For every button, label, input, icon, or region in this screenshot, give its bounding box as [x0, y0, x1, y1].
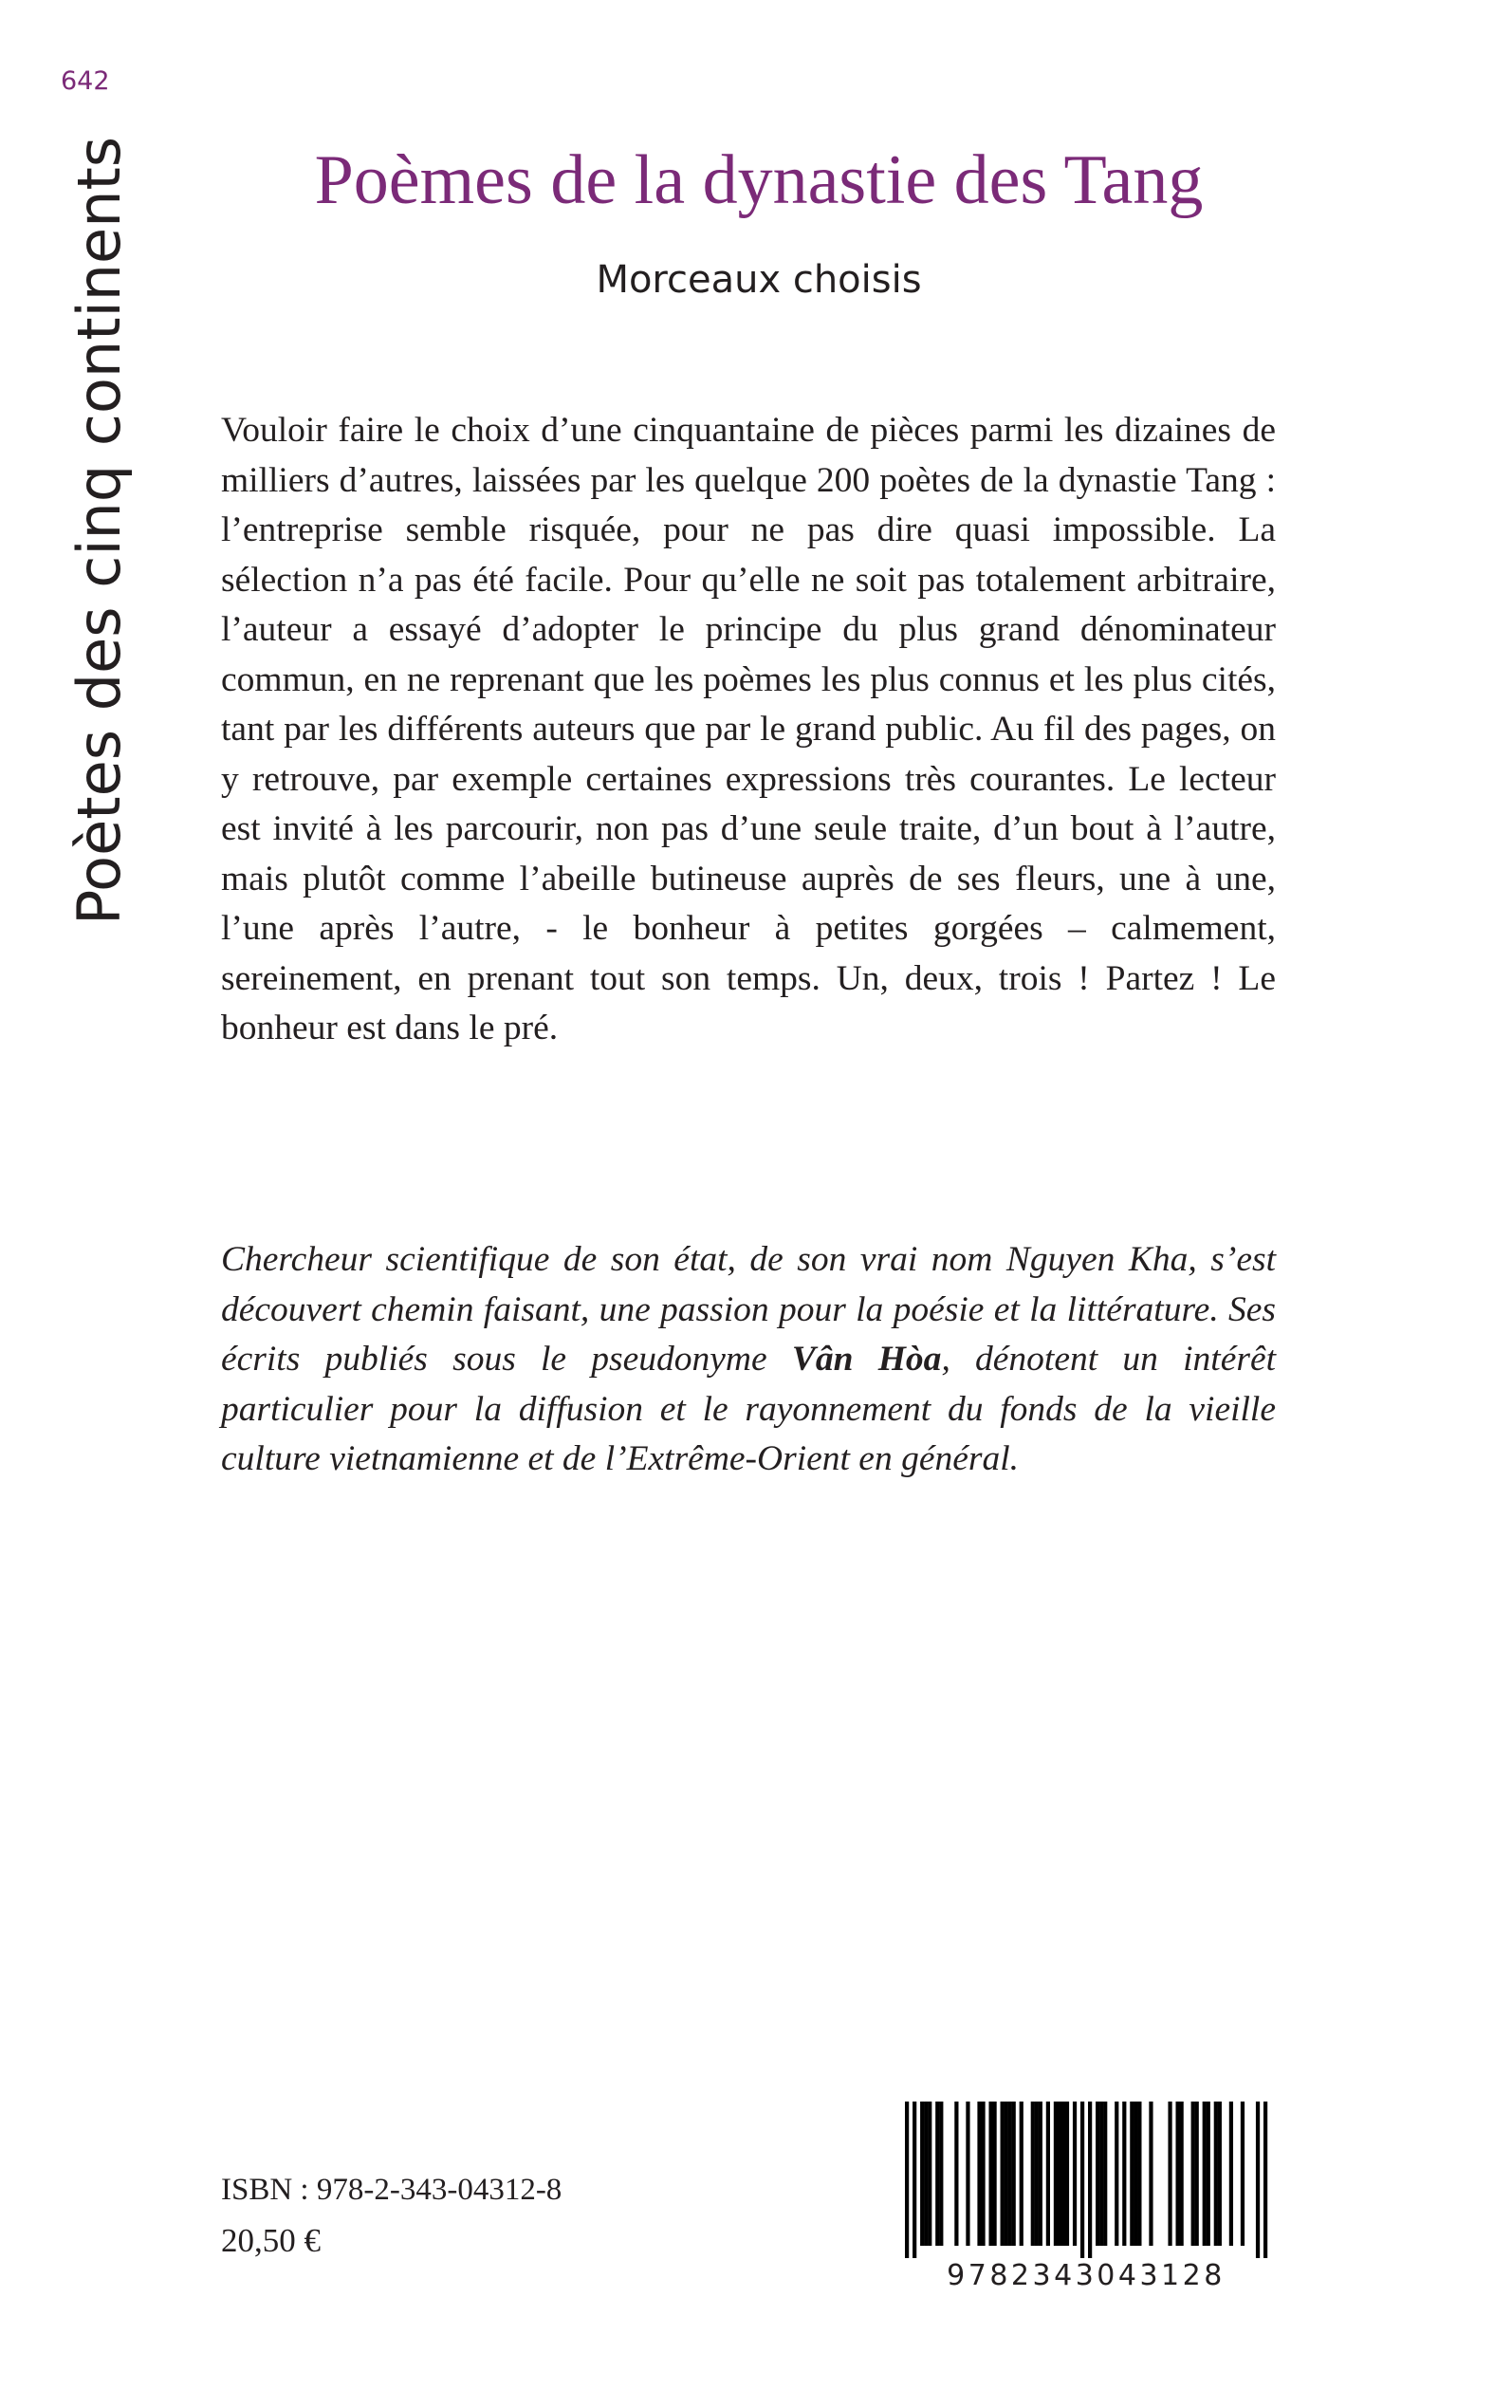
- barcode-bar: [1175, 2102, 1179, 2246]
- barcode-bar: [939, 2102, 943, 2246]
- series-number: 642: [61, 66, 110, 96]
- barcode-bar: [977, 2102, 981, 2246]
- series-name-container: [57, 136, 142, 925]
- book-title: Poèmes de la dynastie des Tang: [314, 141, 1204, 219]
- barcode-bar: [1130, 2102, 1134, 2246]
- barcode-bar: [981, 2102, 985, 2246]
- barcode-bar: [1031, 2102, 1035, 2246]
- barcode-bars: [897, 2102, 1275, 2258]
- barcode-bar: [1054, 2102, 1058, 2246]
- barcode-bar: [1241, 2102, 1245, 2246]
- barcode-bar: [1073, 2102, 1077, 2246]
- barcode-bar: [1058, 2102, 1061, 2246]
- barcode-bar: [1096, 2102, 1099, 2246]
- barcode-bar: [1203, 2102, 1207, 2246]
- barcode-bar: [1263, 2102, 1267, 2258]
- isbn: ISBN : 978-2-343-04312-8: [221, 2173, 562, 2207]
- barcode-bar: [905, 2102, 909, 2258]
- barcode-bar: [1099, 2102, 1103, 2246]
- barcode-bar: [1180, 2102, 1184, 2246]
- barcode-bar: [1005, 2102, 1008, 2246]
- barcode-bar: [1149, 2102, 1152, 2246]
- price: 20,50 €: [221, 2222, 321, 2259]
- barcode-bar: [924, 2102, 928, 2246]
- author-bio-text-start: Chercheur scientifique de son état, de son vrai nom Nguyen Kha, s’est découvert chemin faisant, une passion pour la poésie et la littérature. Ses écrits publiés sous le pseudonyme: [221, 1240, 1276, 1379]
- barcode-bar: [1001, 2102, 1005, 2246]
- barcode-bar: [1020, 2102, 1023, 2246]
- barcode-bar: [1088, 2102, 1092, 2258]
- barcode: [897, 2102, 1275, 2291]
- barcode-bar: [1134, 2102, 1137, 2246]
- author-bio-text-end: , dénotent un intérêt particulier pour la diffusion et le rayonnement du fonds de la vieille culture vietnamienne et de l’Extrême-Orient en général.: [221, 1340, 1277, 1478]
- barcode-bar: [1039, 2102, 1042, 2246]
- barcode-bar: [1122, 2102, 1126, 2246]
- barcode-bar: [1229, 2102, 1233, 2246]
- barcode-bar: [1195, 2102, 1199, 2246]
- book-subtitle: Morceaux choisis: [596, 258, 922, 302]
- barcode-bar: [1035, 2102, 1039, 2246]
- barcode-bar: [920, 2102, 924, 2246]
- barcode-bar: [928, 2102, 931, 2246]
- barcode-bar: [1103, 2102, 1107, 2246]
- barcode-bar: [1080, 2102, 1084, 2258]
- barcode-bar: [1191, 2102, 1195, 2246]
- barcode-bar: [1115, 2102, 1118, 2246]
- author-pseudonym: Vân Hòa: [791, 1340, 942, 1379]
- barcode-bar: [1046, 2102, 1050, 2246]
- barcode-bar: [966, 2102, 969, 2246]
- barcode-bar: [1065, 2102, 1069, 2246]
- barcode-bar: [913, 2102, 916, 2258]
- barcode-bar: [1008, 2102, 1012, 2246]
- barcode-digits: 9782343043128: [947, 2259, 1226, 2292]
- barcode-bar: [1214, 2102, 1218, 2246]
- author-bio: [221, 1235, 1276, 1485]
- barcode-bar: [1012, 2102, 1016, 2246]
- barcode-bar: [1061, 2102, 1065, 2246]
- series-name: Poètes des cinq continents: [65, 136, 134, 925]
- barcode-bar: [935, 2102, 939, 2246]
- barcode-bar: [1218, 2102, 1222, 2246]
- barcode-bar: [1168, 2102, 1171, 2246]
- barcode-bar: [992, 2102, 996, 2246]
- barcode-bar: [1256, 2102, 1260, 2258]
- barcode-bar: [1137, 2102, 1141, 2246]
- book-blurb: Vouloir faire le choix d’une cinquantaine de pièces parmi les dizaines de milliers d’autres, laissées par les quelque 200 poètes de la dynastie Tang : l’entreprise semble risquée, pour ne pas dire quasi impossible. La sélection n’a pas été facile. Pour qu’elle ne soit pas totalement arbitraire, l’auteur a essayé d’adopter le principe du plus grand dénominateur commun, en ne reprenant que les poèmes les plus connus et les plus cités, tant par les différents auteurs que par le grand public. Au fil des pages, on y retrouve, par exemple certaines expressions très courantes. Le lecteur est invité à les parcourir, non pas d’une seule traite, d’un bout à l’autre, mais plutôt comme l’abeille butineuse auprès de ses fleurs, une à une, l’une après l’autre, - le bonheur à petites gorgées – calmement, sereinement, en prenant tout son temps. Un, deux, trois ! Partez ! Le bonheur est dans le pré.: [221, 411, 1276, 1047]
- barcode-bar: [954, 2102, 958, 2246]
- barcode-bar: [1207, 2102, 1210, 2246]
- barcode-bar: [988, 2102, 992, 2246]
